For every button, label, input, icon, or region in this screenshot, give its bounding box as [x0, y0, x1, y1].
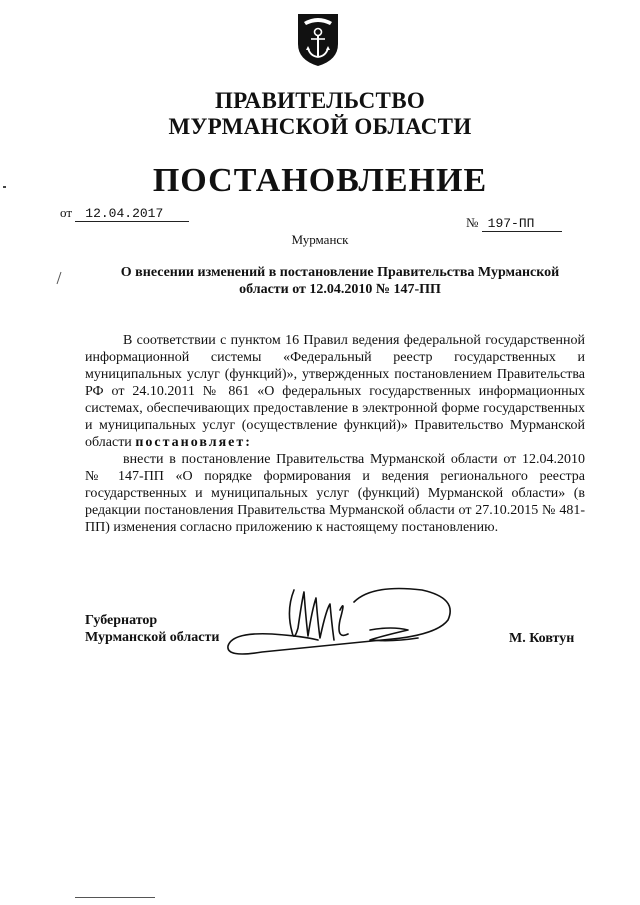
- document-body: [85, 332, 585, 536]
- subject-line1: О внесении изменений в постановление Правительства Мурманской: [120, 265, 560, 280]
- body-paragraph-2: внести в постановление Правительства Мурманской области от 12.04.2010 № 147-ПП «О порядке формирования и ведения регионального реестра государственных и муниципальных услуг (функций) Мурманской области» (в редакции постановления Правительства Мурманской области от 27.10.2015 № 481-ПП) изменения согласно приложению к настоящему постановлению.: [85, 452, 585, 535]
- document-subject: [95, 264, 585, 298]
- org-name-line1: ПРАВИТЕЛЬСТВО: [214, 88, 426, 113]
- document-number: [466, 215, 562, 232]
- number-value: 197-ПП: [482, 216, 562, 232]
- footer-rule: [75, 897, 155, 898]
- handwritten-signature: [222, 580, 462, 670]
- signatory-title-line1: Губернатор: [85, 613, 158, 628]
- number-prefix: №: [466, 215, 479, 230]
- body-paragraph-1: [85, 332, 585, 451]
- date-prefix: от: [60, 205, 73, 220]
- resolve-word: постановляет:: [135, 435, 252, 450]
- subject-line2: области от 12.04.2010 № 147-ПП: [239, 282, 441, 297]
- date-value: 12.04.2017: [75, 206, 189, 222]
- paragraph-1-text: В соответствии с пунктом 16 Правил ведения федеральной государственной информационной системы «Федеральный реестр государственных и муниципальных услуг (функций)», утвержденных постановлением Правительства РФ от 24.10.2011 № 861 «О федеральных государственных информационных системах, обеспечивающих предоставление в электронной форме государственных и муниципальных услуг (осуществление функций)» Правительство Мурманской области: [85, 333, 585, 450]
- org-name-line2: МУРМАНСКОЙ ОБЛАСТИ: [168, 114, 472, 139]
- margin-mark-icon: [55, 271, 63, 285]
- scan-artifact: [3, 186, 6, 188]
- signatory-title: [85, 612, 219, 646]
- signatory-title-line2: Мурманской области: [85, 630, 220, 645]
- document-type-title: ПОСТАНОВЛЕНИЕ: [152, 162, 488, 199]
- signatory-name: М. Ковтун: [509, 631, 575, 646]
- city-name: Мурманск: [291, 232, 349, 247]
- document-date: [60, 205, 189, 222]
- coat-of-arms-icon: [296, 10, 340, 68]
